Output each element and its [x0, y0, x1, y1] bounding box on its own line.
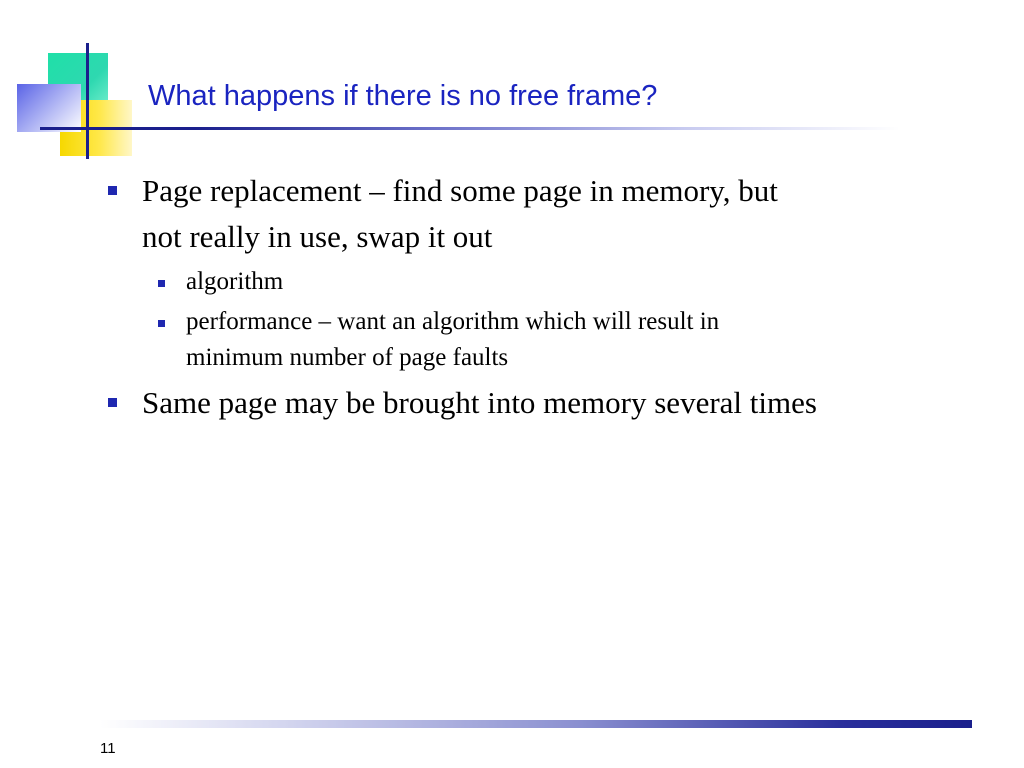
slide-title: What happens if there is no free frame?: [148, 80, 658, 112]
bullet-square-icon: [108, 398, 117, 407]
page-number: 11: [100, 740, 116, 757]
sub-bullet-item: [100, 264, 820, 300]
logo-blue-square: [17, 84, 81, 132]
logo-vertical-line: [86, 43, 89, 159]
sub-bullet-item: [100, 304, 820, 376]
bullet-item: [100, 168, 820, 260]
bullet-item: [100, 380, 820, 426]
footer-gradient-line: [100, 720, 972, 728]
bullet-text: Page replacement – find some page in memory, but not really in use, swap it out: [142, 173, 778, 254]
bullet-list: [100, 168, 820, 432]
sub-bullet-text: algorithm: [186, 268, 284, 295]
bullet-text: Same page may be brought into memory several times: [142, 385, 817, 420]
title-underline: [40, 127, 900, 130]
bullet-square-icon: [108, 186, 117, 195]
bullet-square-icon: [158, 320, 165, 327]
sub-bullet-text: performance – want an algorithm which will result in minimum number of page faults: [186, 308, 720, 371]
bullet-square-icon: [158, 280, 165, 287]
